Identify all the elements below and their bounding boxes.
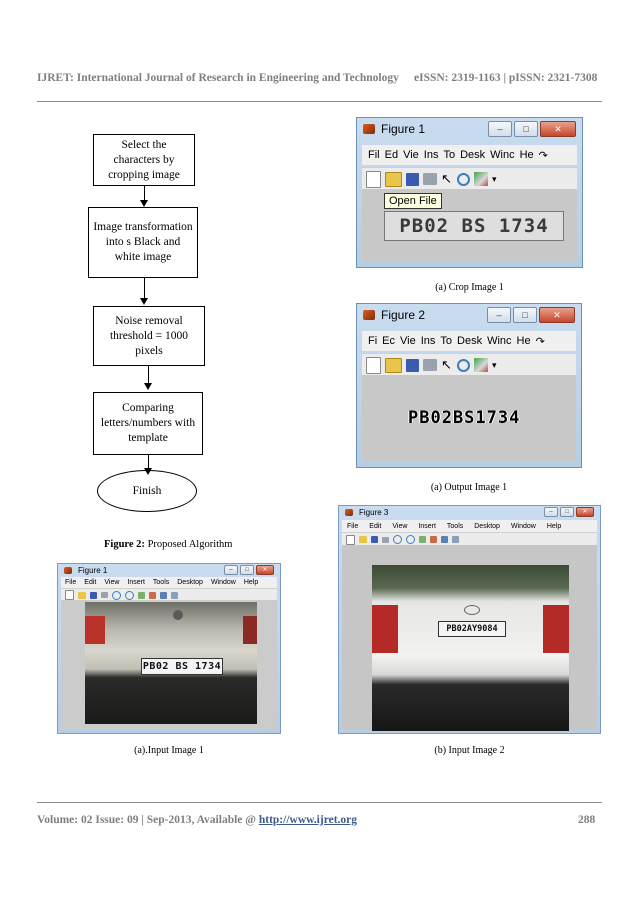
footer-rule — [37, 802, 602, 803]
menu-edit[interactable]: Ec — [382, 335, 396, 347]
toolbar — [362, 353, 576, 376]
menu-tools[interactable]: To — [443, 149, 456, 161]
zoom-out-icon[interactable] — [406, 535, 415, 544]
car-emblem — [173, 610, 183, 620]
menu-overflow-icon[interactable]: ↷ — [535, 335, 545, 348]
pointer-icon[interactable]: ↖ — [441, 171, 452, 186]
toolbar — [342, 532, 597, 546]
menu-overflow-icon[interactable]: ↷ — [538, 149, 548, 162]
maximize-button[interactable]: □ — [240, 565, 254, 575]
save-icon[interactable] — [90, 592, 97, 599]
window-controls — [544, 507, 594, 517]
open-file-icon[interactable] — [78, 592, 86, 599]
new-figure-icon[interactable] — [366, 171, 381, 188]
legend-icon[interactable] — [452, 536, 459, 543]
open-file-icon[interactable] — [385, 358, 402, 373]
menu-window[interactable]: Window — [210, 579, 236, 586]
menu-file[interactable]: File — [65, 579, 77, 586]
figure-canvas — [362, 375, 576, 462]
flow-step-4: Comparing letters/numbers with template — [93, 392, 203, 455]
matlab-icon — [64, 567, 72, 574]
matlab-icon — [345, 509, 353, 516]
menu-file[interactable]: File — [347, 522, 359, 530]
menu-desktop[interactable]: Desktop — [177, 579, 203, 586]
menu-insert[interactable]: Insert — [127, 579, 145, 586]
menu-help[interactable]: He — [519, 149, 534, 161]
figure-canvas — [362, 189, 577, 262]
menu-file[interactable]: Fil — [368, 149, 380, 161]
menu-bar — [362, 145, 577, 165]
menu-edit[interactable]: Ed — [384, 149, 399, 161]
close-button[interactable]: ✕ — [576, 507, 594, 517]
dropdown-icon[interactable]: ▾ — [492, 359, 497, 370]
toolbar — [362, 167, 577, 190]
zoom-out-icon[interactable] — [125, 591, 134, 600]
menu-tools[interactable]: Tools — [152, 579, 170, 586]
flow-step-1: Select the characters by cropping image — [93, 134, 195, 186]
flow-arrow — [140, 298, 148, 305]
close-button[interactable]: ✕ — [539, 307, 575, 323]
binary-plate-text: PB02BS1734 — [408, 408, 521, 428]
journal-title: IJRET: International Journal of Research in Engineering and Technology — [37, 72, 399, 84]
menu-tools[interactable]: To — [440, 335, 453, 347]
maximize-button[interactable]: □ — [513, 307, 537, 323]
car-rear-photo-1 — [85, 602, 257, 724]
menu-tools[interactable]: Tools — [446, 522, 464, 530]
menu-view[interactable]: Vie — [400, 335, 416, 347]
input-image-2-caption: (b) Input Image 2 — [434, 745, 505, 756]
issn: eISSN: 2319-1163 | pISSN: 2321-7308 — [414, 72, 598, 84]
close-button[interactable]: ✕ — [540, 121, 576, 137]
data-brush-icon[interactable] — [149, 592, 156, 599]
new-figure-icon[interactable] — [366, 357, 381, 374]
colorbar-icon[interactable] — [441, 536, 448, 543]
menu-desktop[interactable]: Desk — [460, 149, 486, 161]
window-title: Figure 1 — [78, 566, 108, 575]
window-title: Figure 3 — [359, 508, 389, 517]
matlab-icon — [363, 310, 375, 320]
figure-window-input2 — [338, 505, 601, 734]
window-controls — [224, 565, 274, 575]
window-controls — [488, 121, 576, 137]
license-plate-2: PB02AY9084 — [438, 621, 506, 637]
input-image-1-caption: (a).Input Image 1 — [134, 745, 204, 756]
page-number: 288 — [578, 814, 596, 826]
figure-2-caption — [104, 539, 232, 550]
save-icon[interactable] — [406, 359, 419, 372]
open-file-icon[interactable] — [359, 536, 367, 543]
menu-view[interactable]: Vie — [403, 149, 419, 161]
flow-step-3: Noise removal threshold = 1000 pixels — [93, 306, 205, 366]
menu-file[interactable]: Fi — [368, 335, 378, 347]
menu-help[interactable]: He — [516, 335, 531, 347]
menu-bar — [342, 520, 597, 532]
footer-url-link[interactable]: http://www.ijret.org — [258, 814, 358, 826]
flow-connector — [144, 186, 145, 200]
menu-insert[interactable]: Ins — [423, 149, 439, 161]
figure-2-label: Figure 2: — [104, 539, 145, 550]
minimize-button[interactable]: – — [224, 565, 238, 575]
menu-window[interactable]: Window — [510, 522, 536, 530]
close-button[interactable]: ✕ — [256, 565, 274, 575]
figure-window-output — [356, 303, 582, 468]
zoom-in-icon[interactable] — [112, 591, 121, 600]
car-rear-photo-2 — [372, 565, 569, 731]
car-tail-light — [543, 605, 569, 653]
data-brush-icon[interactable] — [474, 358, 488, 372]
new-figure-icon[interactable] — [65, 590, 74, 600]
minimize-button[interactable]: – — [544, 507, 558, 517]
figure-window-crop — [356, 117, 583, 268]
window-title: Figure 1 — [381, 122, 426, 136]
flow-arrow — [144, 383, 152, 390]
figure-window-input1 — [57, 563, 281, 734]
print-icon[interactable] — [101, 592, 108, 598]
save-icon[interactable] — [371, 536, 378, 543]
print-icon[interactable] — [423, 173, 437, 185]
license-plate-1: PB02 BS 1734 — [141, 658, 223, 675]
new-figure-icon[interactable] — [346, 535, 355, 545]
cropped-plate: PB02 BS 1734 — [384, 211, 564, 241]
menu-help[interactable]: Help — [243, 579, 259, 586]
footer-volume — [37, 814, 357, 826]
figure-canvas — [61, 600, 277, 730]
menu-desktop[interactable]: Desk — [457, 335, 483, 347]
crop-image-caption: (a) Crop Image 1 — [435, 282, 504, 293]
zoom-in-icon[interactable] — [457, 359, 470, 372]
figure-canvas — [342, 545, 597, 730]
print-icon[interactable] — [382, 537, 389, 543]
data-brush-icon[interactable] — [474, 172, 488, 186]
output-image-caption: (a) Output Image 1 — [430, 482, 508, 493]
car-tail-light — [243, 616, 257, 644]
flow-step-2: Image transformation into s Black and white image — [88, 207, 198, 278]
maximize-button[interactable]: □ — [514, 121, 538, 137]
zoom-in-icon[interactable] — [393, 535, 402, 544]
car-tail-light — [372, 605, 398, 653]
car-tail-light — [85, 616, 105, 644]
colorbar-icon[interactable] — [160, 592, 167, 599]
menu-bar — [362, 331, 576, 351]
pointer-icon[interactable]: ↖ — [441, 357, 452, 372]
menu-window[interactable]: Winc — [490, 149, 515, 161]
menu-edit[interactable]: Edit — [84, 579, 97, 586]
flow-connector — [144, 278, 145, 298]
legend-icon[interactable] — [171, 592, 178, 599]
menu-desktop[interactable]: Desktop — [474, 522, 500, 530]
minimize-button[interactable]: – — [487, 307, 511, 323]
open-file-tooltip: Open File — [384, 193, 442, 209]
dropdown-icon[interactable]: ▾ — [492, 173, 497, 184]
menu-bar — [61, 577, 277, 588]
window-title: Figure 2 — [381, 308, 426, 322]
window-controls — [487, 307, 575, 323]
menu-view[interactable]: View — [392, 522, 408, 530]
matlab-icon — [363, 124, 375, 134]
data-brush-icon[interactable] — [430, 536, 437, 543]
minimize-button[interactable]: – — [488, 121, 512, 137]
figure-2-text: Proposed Algorithm — [144, 539, 233, 550]
footer-volume-text: Volume: 02 Issue: 09 | Sep-2013, Available @ — [37, 814, 259, 826]
flow-arrow — [140, 200, 148, 207]
flow-finish: Finish — [97, 470, 197, 512]
menu-edit[interactable]: Edit — [369, 522, 382, 530]
car-emblem — [464, 605, 480, 615]
pan-icon[interactable] — [138, 592, 145, 599]
maximize-button[interactable]: □ — [560, 507, 574, 517]
menu-insert[interactable]: Ins — [420, 335, 436, 347]
flow-connector — [148, 455, 149, 468]
flow-connector — [148, 366, 149, 383]
zoom-in-icon[interactable] — [457, 173, 470, 186]
header-rule — [37, 101, 602, 102]
menu-insert[interactable]: Insert — [418, 522, 436, 530]
print-icon[interactable] — [423, 359, 437, 371]
open-file-icon[interactable] — [385, 172, 402, 187]
pan-icon[interactable] — [419, 536, 426, 543]
menu-window[interactable]: Winc — [487, 335, 512, 347]
menu-help[interactable]: Help — [546, 522, 562, 530]
menu-view[interactable]: View — [104, 579, 120, 586]
save-icon[interactable] — [406, 173, 419, 186]
